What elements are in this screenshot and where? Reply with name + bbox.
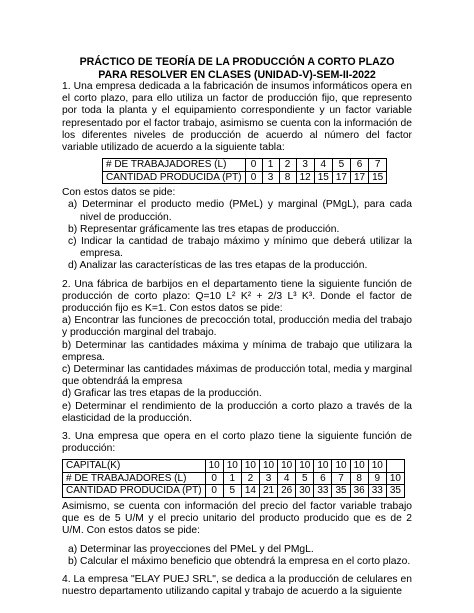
table-cell: 17 — [350, 171, 368, 184]
table-cell: 8 — [279, 171, 296, 184]
q3-intro: 3. Una empresa que opera en el corto plazo tiene la siguiente función de producción: — [62, 431, 412, 455]
table-cell: 5 — [223, 485, 241, 498]
q3-row2-label: # DE TRABAJADORES (L) — [63, 472, 206, 485]
q2-item-e: e) Determinar el rendimiento de la producción a corto plazo a través de la elasticidad de la producción. — [62, 400, 412, 424]
title-line-2: PARA RESOLVER EN CLASES (UNIDAD-V)-SEM-II-2022 — [98, 68, 376, 81]
table-cell: 3 — [262, 171, 279, 184]
table-cell: 17 — [332, 171, 350, 184]
table-cell: 30 — [296, 485, 314, 498]
q2-item-c: c) Determinar las cantidades máximas de producción total, media y marginal que obtendráá la empresa — [62, 364, 412, 388]
table-cell: 1 — [223, 472, 241, 485]
table-cell: 10 — [332, 460, 350, 473]
table-cell: 6 — [314, 472, 332, 485]
table-cell: 15 — [314, 171, 332, 184]
table-cell: 10 — [314, 460, 332, 473]
table-cell: 10 — [296, 460, 314, 473]
q3-item-a: a) Determinar las proyecciones del PMeL y del PMgL. — [68, 543, 314, 555]
table-cell — [386, 460, 404, 473]
q1-asks-intro: Con estos datos se pide: — [62, 187, 176, 199]
table-row — [63, 485, 405, 498]
table-cell: 9 — [368, 472, 386, 485]
table-cell: 10 — [386, 472, 404, 485]
table-cell: 5 — [332, 159, 350, 172]
q1-intro: 1. Una empresa dedicada a la fabricación de insumos informáticos opera en el corto plazo, para ello utiliza un factor de producción fijo, que represento por toda la planta y el equipamiento correspondiente y un factor variable representado por el factor trabajo, asimismo se cuenta con la información de los diferentes niveles de producción de acuerdo al número del factor variable utilizado de acuerdo a la siguiente tabla: — [62, 81, 412, 154]
table-cell: 10 — [205, 460, 223, 473]
q3-row1-label: CAPITAL(K) — [63, 460, 206, 473]
table-cell: 10 — [368, 460, 386, 473]
table-cell: 5 — [296, 472, 314, 485]
table-cell: 21 — [259, 485, 277, 498]
table-cell: 4 — [314, 159, 332, 172]
table-cell: 3 — [259, 472, 277, 485]
table-cell: 8 — [350, 472, 368, 485]
title-line-1: PRÁCTICO DE TEORÍA DE LA PRODUCCIÓN A CORTO PLAZO — [79, 56, 395, 68]
q1-row2-label: CANTIDAD PRODUCIDA (PT) — [103, 171, 246, 184]
table-cell: 0 — [205, 485, 223, 498]
q1-item-d: d) Analizar las características de las tres etapas de la producción. — [68, 260, 368, 272]
table-cell: 0 — [245, 159, 262, 172]
table-cell: 10 — [241, 460, 259, 473]
q4-intro: 4. La empresa "ELAY PUEJ SRL", se dedica a la producción de celulares en nuestro departamento utilizando capital y trabajo de acuerdo a la siguiente — [62, 574, 412, 598]
table-cell: 7 — [332, 472, 350, 485]
table-cell: 33 — [314, 485, 332, 498]
q2-item-d: d) Graficar las tres etapas de la producción. — [62, 388, 262, 400]
table-cell: 35 — [386, 485, 404, 498]
table-row — [103, 159, 387, 172]
table-cell: 33 — [368, 485, 386, 498]
table-cell: 7 — [369, 159, 387, 172]
table-cell: 6 — [350, 159, 368, 172]
table-cell: 10 — [278, 460, 296, 473]
q1-row1-label: # DE TRABAJADORES (L) — [103, 159, 246, 172]
table-row — [103, 171, 387, 184]
table-cell: 36 — [350, 485, 368, 498]
table-cell: 35 — [332, 485, 350, 498]
table-row — [63, 472, 405, 485]
table-cell: 14 — [241, 485, 259, 498]
table-cell: 4 — [278, 472, 296, 485]
table-cell: 26 — [278, 485, 296, 498]
q3-text: Asimismo, se cuenta con información del precio del factor variable trabajo que es de 5 U/M y el precio unitario del producto producido que es de 2 U/M. Con estos datos se pide: — [62, 500, 412, 537]
table-cell: 2 — [279, 159, 296, 172]
table-cell: 10 — [259, 460, 277, 473]
table-row — [63, 460, 405, 473]
q1-item-b: b) Representar gráficamente las tres etapas de producción. — [68, 223, 340, 235]
table-cell: 0 — [245, 171, 262, 184]
table-cell: 10 — [223, 460, 241, 473]
q1-item-a: a) Determinar el producto medio (PMeL) y marginal (PMgL), para cada nivel de producción. — [68, 199, 412, 223]
table-cell: 1 — [262, 159, 279, 172]
table-cell: 3 — [296, 159, 314, 172]
q1-table — [102, 158, 387, 184]
q3-row3-label: CANTIDAD PRODUCIDA (PT) — [63, 485, 206, 498]
table-cell: 12 — [296, 171, 314, 184]
table-cell: 10 — [350, 460, 368, 473]
q3-item-b: b) Calcular el máximo beneficio que obtendrá la empresa en el corto plazo. — [68, 555, 411, 567]
table-cell: 15 — [369, 171, 387, 184]
table-cell: 2 — [241, 472, 259, 485]
q1-item-c: c) Indicar la cantidad de trabajo máximo y mínimo que deberá utilizar la empresa. — [68, 236, 412, 260]
q2-item-a: a) Encontrar las funciones de precocción total, producción media del trabajo y producción marginal del trabajo. — [62, 315, 412, 339]
table-cell: 0 — [205, 472, 223, 485]
q2-intro: 2. Una fábrica de barbijos en el departamento tiene la siguiente función de producción de corto plazo: Q=10 L² K² + 2/3 L³ K³. Donde el factor de producción fijo es K=1. Con estos datos se pide: — [62, 278, 412, 315]
q3-table — [62, 459, 405, 498]
q2-item-b: b) Determinar las cantidades máxima y mínima de trabajo que utilizara la empresa. — [62, 339, 412, 363]
